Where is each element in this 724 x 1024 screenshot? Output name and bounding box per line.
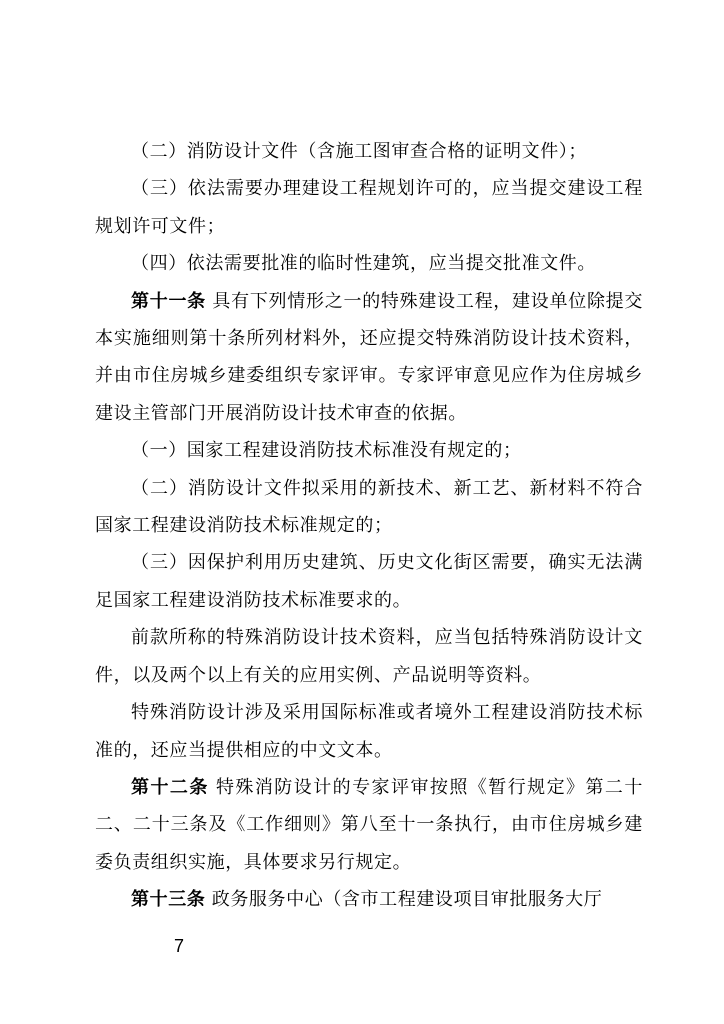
paragraph-text: （一）国家工程建设消防技术标准没有规定的；: [131, 440, 522, 462]
article-12-heading: 第十二条: [131, 776, 209, 798]
article-12: [95, 769, 643, 881]
paragraph-text: （三）因保护利用历史建筑、历史文化街区需要，确实无法满足国家工程建设消防技术标准要求的。: [95, 552, 643, 611]
article-13-heading: 第十三条: [131, 889, 206, 911]
paragraph-text: 特殊消防设计涉及采用国际标准或者境外工程建设消防技术标准的，还应当提供相应的中文文本。: [95, 702, 643, 761]
article-11-note-1: [95, 619, 643, 694]
article-13: [95, 881, 643, 918]
document-body: [95, 133, 643, 919]
paragraph-item-2: [95, 133, 643, 170]
page-number: 7: [174, 936, 185, 956]
article-11-item-1: [95, 432, 643, 469]
paragraph-text: （三）依法需要办理建设工程规划许可的，应当提交建设工程规划许可文件；: [95, 178, 643, 237]
article-11-item-2: [95, 470, 643, 545]
article-11-heading: 第十一条: [131, 290, 206, 312]
paragraph-text: 前款所称的特殊消防设计技术资料，应当包括特殊消防设计文件，以及两个以上有关的应用实例、产品说明等资料。: [95, 627, 643, 686]
paragraph-item-3: [95, 170, 643, 245]
paragraph-text: （二）消防设计文件拟采用的新技术、新工艺、新材料不符合国家工程建设消防技术标准规定的；: [95, 477, 643, 537]
article-11: [95, 283, 643, 433]
article-12-text: 特殊消防设计的专家评审按照《暂行规定》第二十二、二十三条及《工作细则》第八至十一条执行，由市住房城乡建委负责组织实施，具体要求另行规定。: [95, 776, 643, 873]
paragraph-text: （二）消防设计文件（含施工图审查合格的证明文件）；: [131, 141, 587, 162]
article-13-text: 政务服务中心（含市工程建设项目审批服务大厅: [205, 889, 603, 911]
paragraph-item-4: [95, 245, 643, 282]
paragraph-text: （四）依法需要批准的临时性建筑，应当提交批准文件。: [131, 253, 596, 275]
article-11-item-3: [95, 544, 643, 619]
article-11-note-2: [95, 694, 643, 769]
article-11-text: 具有下列情形之一的特殊建设工程，建设单位除提交本实施细则第十条所列材料外，还应提交特殊消防设计技术资料，并由市住房城乡建委组织专家评审。专家评审意见应作为住房城乡建设主管部门开展消防设计技术审查的依据。: [95, 290, 643, 424]
